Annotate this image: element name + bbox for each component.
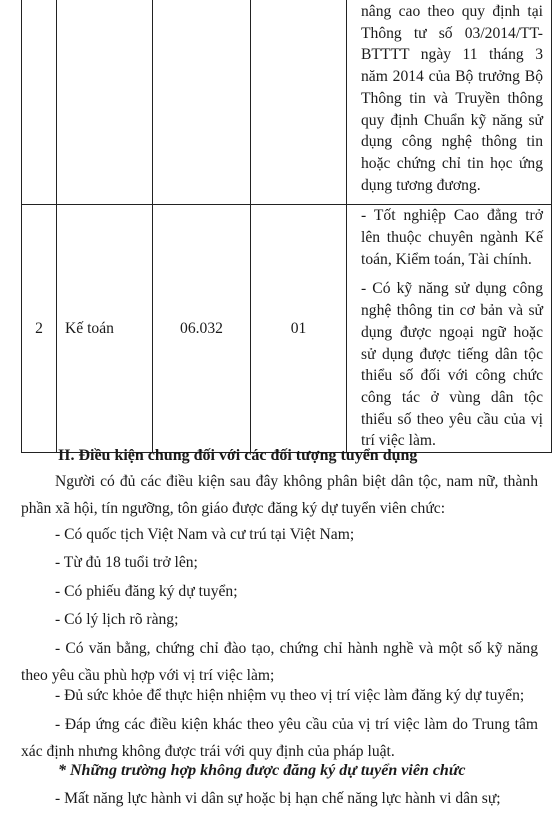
position-quantity: 01 bbox=[251, 205, 347, 453]
intro-paragraph: Người có đủ các điều kiện sau đây không phân biệt dân tộc, nam nữ, thành phần xã hội, tín ngưỡng, tôn giáo được đăng ký dự tuyển viên chức: bbox=[21, 473, 538, 517]
table-row bbox=[22, 0, 552, 205]
row-number: 2 bbox=[22, 205, 57, 453]
table-row bbox=[22, 205, 552, 453]
requirement-item: - Có kỹ năng sử dụng công nghệ thông tin cơ bản và sử dụng được ngoại ngữ hoặc sử dụng được tiếng dân tộc thiểu số đối với công chức công tác ở vùng dân tộc thiểu số theo yêu cầu của vị trí việc làm. bbox=[361, 280, 543, 450]
condition-item: - Có quốc tịch Việt Nam và cư trú tại Việt Nam; bbox=[55, 526, 355, 543]
exclusion-heading: * Những trường hợp không được đăng ký dự tuyển viên chức bbox=[58, 762, 466, 779]
condition-item: - Có lý lịch rõ ràng; bbox=[55, 611, 179, 628]
condition-item: - Đủ sức khỏe để thực hiện nhiệm vụ theo vị trí việc làm đăng ký dự tuyển; bbox=[55, 687, 525, 704]
section-heading: II. Điều kiện chung đối với các đối tượng tuyển dụng bbox=[58, 447, 418, 464]
recruitment-table bbox=[21, 0, 552, 453]
exclusion-item: - Mất năng lực hành vi dân sự hoặc bị hạn chế năng lực hành vi dân sự; bbox=[55, 790, 501, 807]
condition-item: - Có phiếu đăng ký dự tuyển; bbox=[55, 583, 238, 600]
table-cell bbox=[57, 0, 153, 205]
position-code: 06.032 bbox=[153, 205, 251, 453]
table-cell bbox=[347, 0, 552, 205]
requirement-continuation: nâng cao theo quy định tại Thông tư số 03/2014/TT-BTTTT ngày 11 tháng 3 năm 2014 của Bộ trưởng Bộ Thông tin và Truyền thông quy định Chuẩn kỹ năng sử dụng công nghệ thông tin hoặc chứng chỉ tin học ứng dụng tương đương. bbox=[361, 3, 543, 194]
table-cell bbox=[153, 0, 251, 205]
requirement-item: - Tốt nghiệp Cao đẳng trở lên thuộc chuyên ngành Kế toán, Kiểm toán, Tài chính. bbox=[361, 207, 543, 268]
table-cell bbox=[347, 205, 552, 453]
table-cell bbox=[251, 0, 347, 205]
condition-item: - Đáp ứng các điều kiện khác theo yêu cầu của vị trí việc làm do Trung tâm xác định nhưng không được trái với quy định của pháp luật. bbox=[21, 716, 538, 760]
condition-item: - Có văn bằng, chứng chỉ đào tạo, chứng chỉ hành nghề và một số kỹ năng theo yêu cầu phù hợp với vị trí việc làm; bbox=[21, 640, 538, 684]
position-name: Kế toán bbox=[57, 205, 153, 453]
table-cell bbox=[22, 0, 57, 205]
condition-item: - Từ đủ 18 tuổi trở lên; bbox=[55, 554, 198, 571]
